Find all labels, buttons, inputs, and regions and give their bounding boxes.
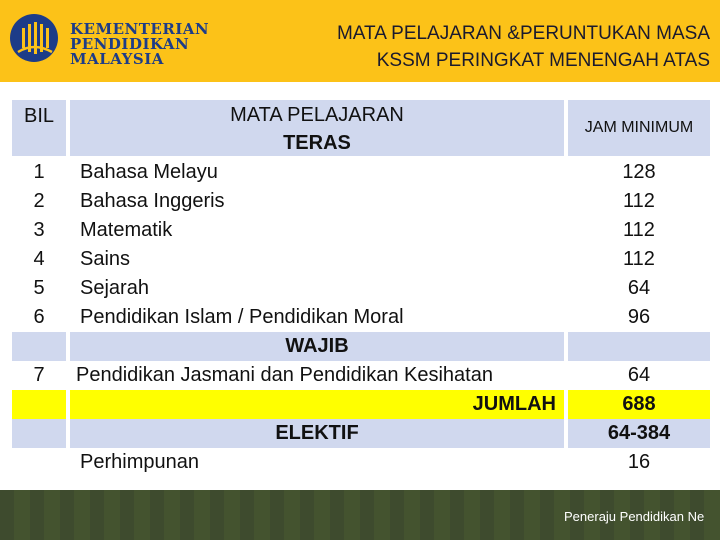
subject-name: Sains: [70, 245, 564, 274]
title-line-1: MATA PELAJARAN &PERUNTUKAN MASA: [336, 23, 710, 44]
minimum-hours: 112: [568, 187, 710, 216]
footer-bar: [0, 490, 720, 540]
minimum-hours: 16: [568, 448, 710, 477]
header-bar: [0, 0, 720, 82]
row-number: 6: [12, 303, 66, 332]
logo-wordmark: [70, 22, 209, 67]
table-row: [12, 303, 710, 332]
section-teras-label: TERAS: [283, 132, 351, 154]
row-number: 2: [12, 187, 66, 216]
total-bil-cell: [12, 390, 66, 419]
section-jam-cell: [568, 332, 710, 361]
subject-name: Pendidikan Jasmani dan Pendidikan Kesihatan: [70, 361, 564, 390]
ministry-emblem-icon: [8, 12, 60, 64]
table-row: [12, 274, 710, 303]
table-row: [12, 187, 710, 216]
ministry-logo: [8, 12, 208, 70]
header-divider: [0, 82, 720, 96]
footer-tagline: Peneraju Pendidikan Ne: [564, 509, 705, 524]
row-number: [12, 448, 66, 477]
section-bil-cell: [12, 332, 66, 361]
subject-name: Matematik: [70, 216, 564, 245]
minimum-hours: 112: [568, 216, 710, 245]
section-elektif-label: ELEKTIF: [70, 419, 564, 448]
section-row-elektif: [12, 419, 710, 448]
section-row-wajib: [12, 332, 710, 361]
subjects-table: [12, 100, 710, 476]
section-wajib-label: WAJIB: [70, 332, 564, 361]
subject-name: Bahasa Melayu: [70, 158, 564, 187]
row-number: 7: [12, 361, 66, 390]
table-row: [12, 245, 710, 274]
row-number: 3: [12, 216, 66, 245]
minimum-hours: 64: [568, 361, 710, 390]
logo-line-3: MALAYSIA: [70, 50, 164, 68]
total-row: [12, 390, 710, 419]
subject-name: Pendidikan Islam / Pendidikan Moral: [70, 303, 564, 332]
subject-name: Bahasa Inggeris: [70, 187, 564, 216]
column-header-subject: [70, 100, 564, 156]
logo-line-2: PENDIDIKAN: [70, 35, 190, 53]
row-number: 4: [12, 245, 66, 274]
subject-name: Sejarah: [70, 274, 564, 303]
table-row: [12, 361, 710, 390]
table-row: [12, 448, 710, 477]
title-line-2: KSSM PERINGKAT MENENGAH ATAS: [376, 50, 710, 71]
logo-line-1: KEMENTERIAN: [70, 20, 210, 38]
column-header-hours: JAM MINIMUM: [568, 100, 710, 156]
elektif-hours: 64-384: [568, 419, 710, 448]
minimum-hours: 128: [568, 158, 710, 187]
section-bil-cell: [12, 419, 66, 448]
minimum-hours: 64: [568, 274, 710, 303]
minimum-hours: 112: [568, 245, 710, 274]
subject-name: Perhimpunan: [70, 448, 564, 477]
total-label: JUMLAH: [70, 390, 564, 419]
table-row: [12, 216, 710, 245]
row-number: 5: [12, 274, 66, 303]
column-header-bil: BIL: [12, 100, 66, 156]
column-header-subject-label: MATA PELAJARAN: [230, 104, 404, 126]
total-value: 688: [568, 390, 710, 419]
minimum-hours: 96: [568, 303, 710, 332]
table-header-row: [12, 100, 710, 156]
table-row: [12, 158, 710, 187]
page-title: [337, 20, 710, 74]
row-number: 1: [12, 158, 66, 187]
